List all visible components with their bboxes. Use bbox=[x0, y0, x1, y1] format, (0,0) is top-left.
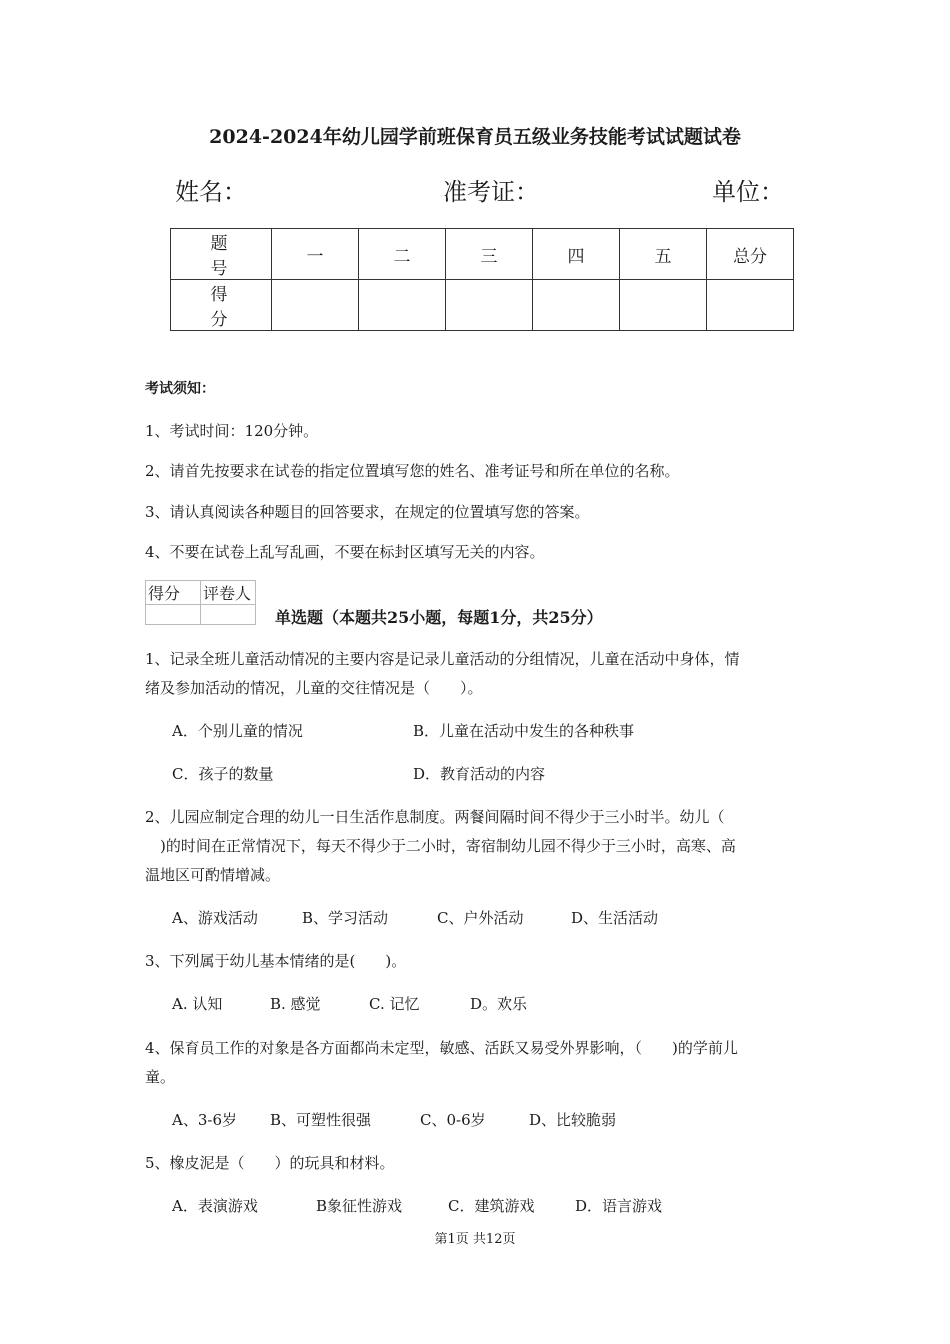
notice-item: 1、考试时间：120分钟。 bbox=[145, 422, 319, 440]
notice-item: 2、请首先按要求在试卷的指定位置填写您的姓名、准考证号和所在单位的名称。 bbox=[145, 462, 680, 480]
score-cell[interactable] bbox=[620, 280, 707, 331]
section-title: 单选题（本题共25小题，每题1分，共25分） bbox=[275, 608, 603, 627]
question-4-option-d: D、比较脆弱 bbox=[529, 1111, 617, 1129]
question-2-option-d: D、生活活动 bbox=[571, 909, 659, 927]
page-footer: 第1页 共12页 bbox=[434, 1232, 516, 1247]
question-2-line: 温地区可酌情增减。 bbox=[145, 866, 281, 884]
question-2-option-a: A、游戏活动 bbox=[172, 909, 258, 927]
score-row-label: 得 分 bbox=[171, 280, 272, 331]
question-3-option-a: A. 认知 bbox=[172, 995, 223, 1013]
question-4-line: 童。 bbox=[145, 1068, 176, 1086]
score-cell[interactable] bbox=[446, 280, 533, 331]
notice-item: 4、不要在试卷上乱写乱画，不要在标封区填写无关的内容。 bbox=[145, 543, 545, 561]
question-3-line: 3、下列属于幼儿基本情绪的是( )。 bbox=[145, 952, 407, 970]
score-header-cell: 二 bbox=[359, 229, 446, 280]
question-1-option-c: C．孩子的数量 bbox=[172, 765, 274, 783]
question-2-option-c: C、户外活动 bbox=[437, 909, 524, 927]
grader-score-cell[interactable] bbox=[146, 605, 201, 625]
grader-reviewer-cell[interactable] bbox=[201, 605, 256, 625]
question-5-option-c: C．建筑游戏 bbox=[448, 1197, 535, 1215]
question-5-option-a: A．表演游戏 bbox=[172, 1197, 258, 1215]
score-header-cell: 三 bbox=[446, 229, 533, 280]
notice-item: 3、请认真阅读各种题目的回答要求，在规定的位置填写您的答案。 bbox=[145, 503, 590, 521]
score-table bbox=[170, 228, 794, 331]
question-1-line: 绪及参加活动的情况，儿童的交往情况是（ ）。 bbox=[145, 679, 483, 697]
score-header-cell: 四 bbox=[533, 229, 620, 280]
score-cell[interactable] bbox=[272, 280, 359, 331]
score-cell[interactable] bbox=[359, 280, 446, 331]
question-5-option-b: B象征性游戏 bbox=[316, 1197, 403, 1215]
score-header-cell: 一 bbox=[272, 229, 359, 280]
exam-title: 2024-2024年幼儿园学前班保育员五级业务技能考试试题试卷 bbox=[209, 126, 741, 148]
name-field-label: 姓名： bbox=[175, 178, 247, 206]
question-4-option-c: C、0-6岁 bbox=[420, 1111, 486, 1129]
exam-id-field-label: 准考证： bbox=[443, 178, 539, 206]
question-2-line: )的时间在正常情况下，每天不得少于二小时，寄宿制幼儿园不得少于三小时，高寒、高 bbox=[145, 837, 736, 855]
question-4-option-a: A、3-6岁 bbox=[172, 1111, 237, 1129]
question-2-line: 2、儿园应制定合理的幼儿一日生活作息制度。两餐间隔时间不得少于三小时半。幼儿（ bbox=[145, 808, 725, 826]
question-3-option-c: C. 记忆 bbox=[369, 995, 420, 1013]
question-3-option-b: B. 感觉 bbox=[270, 995, 321, 1013]
score-header-cell: 五 bbox=[620, 229, 707, 280]
notice-heading: 考试须知： bbox=[145, 381, 215, 397]
grader-box bbox=[145, 580, 256, 625]
question-4-line: 4、保育员工作的对象是各方面都尚未定型，敏感、活跃又易受外界影响，（ )的学前儿 bbox=[145, 1039, 738, 1057]
question-1-option-b: B．儿童在活动中发生的各种秩事 bbox=[413, 722, 635, 740]
grader-score-label: 得分 bbox=[146, 581, 201, 605]
score-table-header-row bbox=[171, 229, 794, 280]
question-4-option-b: B、可塑性很强 bbox=[270, 1111, 372, 1129]
question-2-option-b: B、学习活动 bbox=[302, 909, 389, 927]
grader-reviewer-label: 评卷人 bbox=[201, 581, 256, 605]
score-table-score-row bbox=[171, 280, 794, 331]
score-cell[interactable] bbox=[707, 280, 794, 331]
score-header-cell: 题 号 bbox=[171, 229, 272, 280]
question-1-option-a: A．个别儿童的情况 bbox=[172, 722, 303, 740]
question-1-line: 1、记录全班儿童活动情况的主要内容是记录儿童活动的分组情况，儿童在活动中身体，情 bbox=[145, 650, 740, 668]
unit-field-label: 单位： bbox=[712, 178, 784, 206]
question-5-line: 5、橡皮泥是（ ）的玩具和材料。 bbox=[145, 1154, 395, 1172]
question-1-option-d: D．教育活动的内容 bbox=[413, 765, 546, 783]
score-cell[interactable] bbox=[533, 280, 620, 331]
score-header-cell: 总分 bbox=[707, 229, 794, 280]
question-3-option-d: D。欢乐 bbox=[470, 995, 528, 1013]
question-5-option-d: D．语言游戏 bbox=[575, 1197, 663, 1215]
